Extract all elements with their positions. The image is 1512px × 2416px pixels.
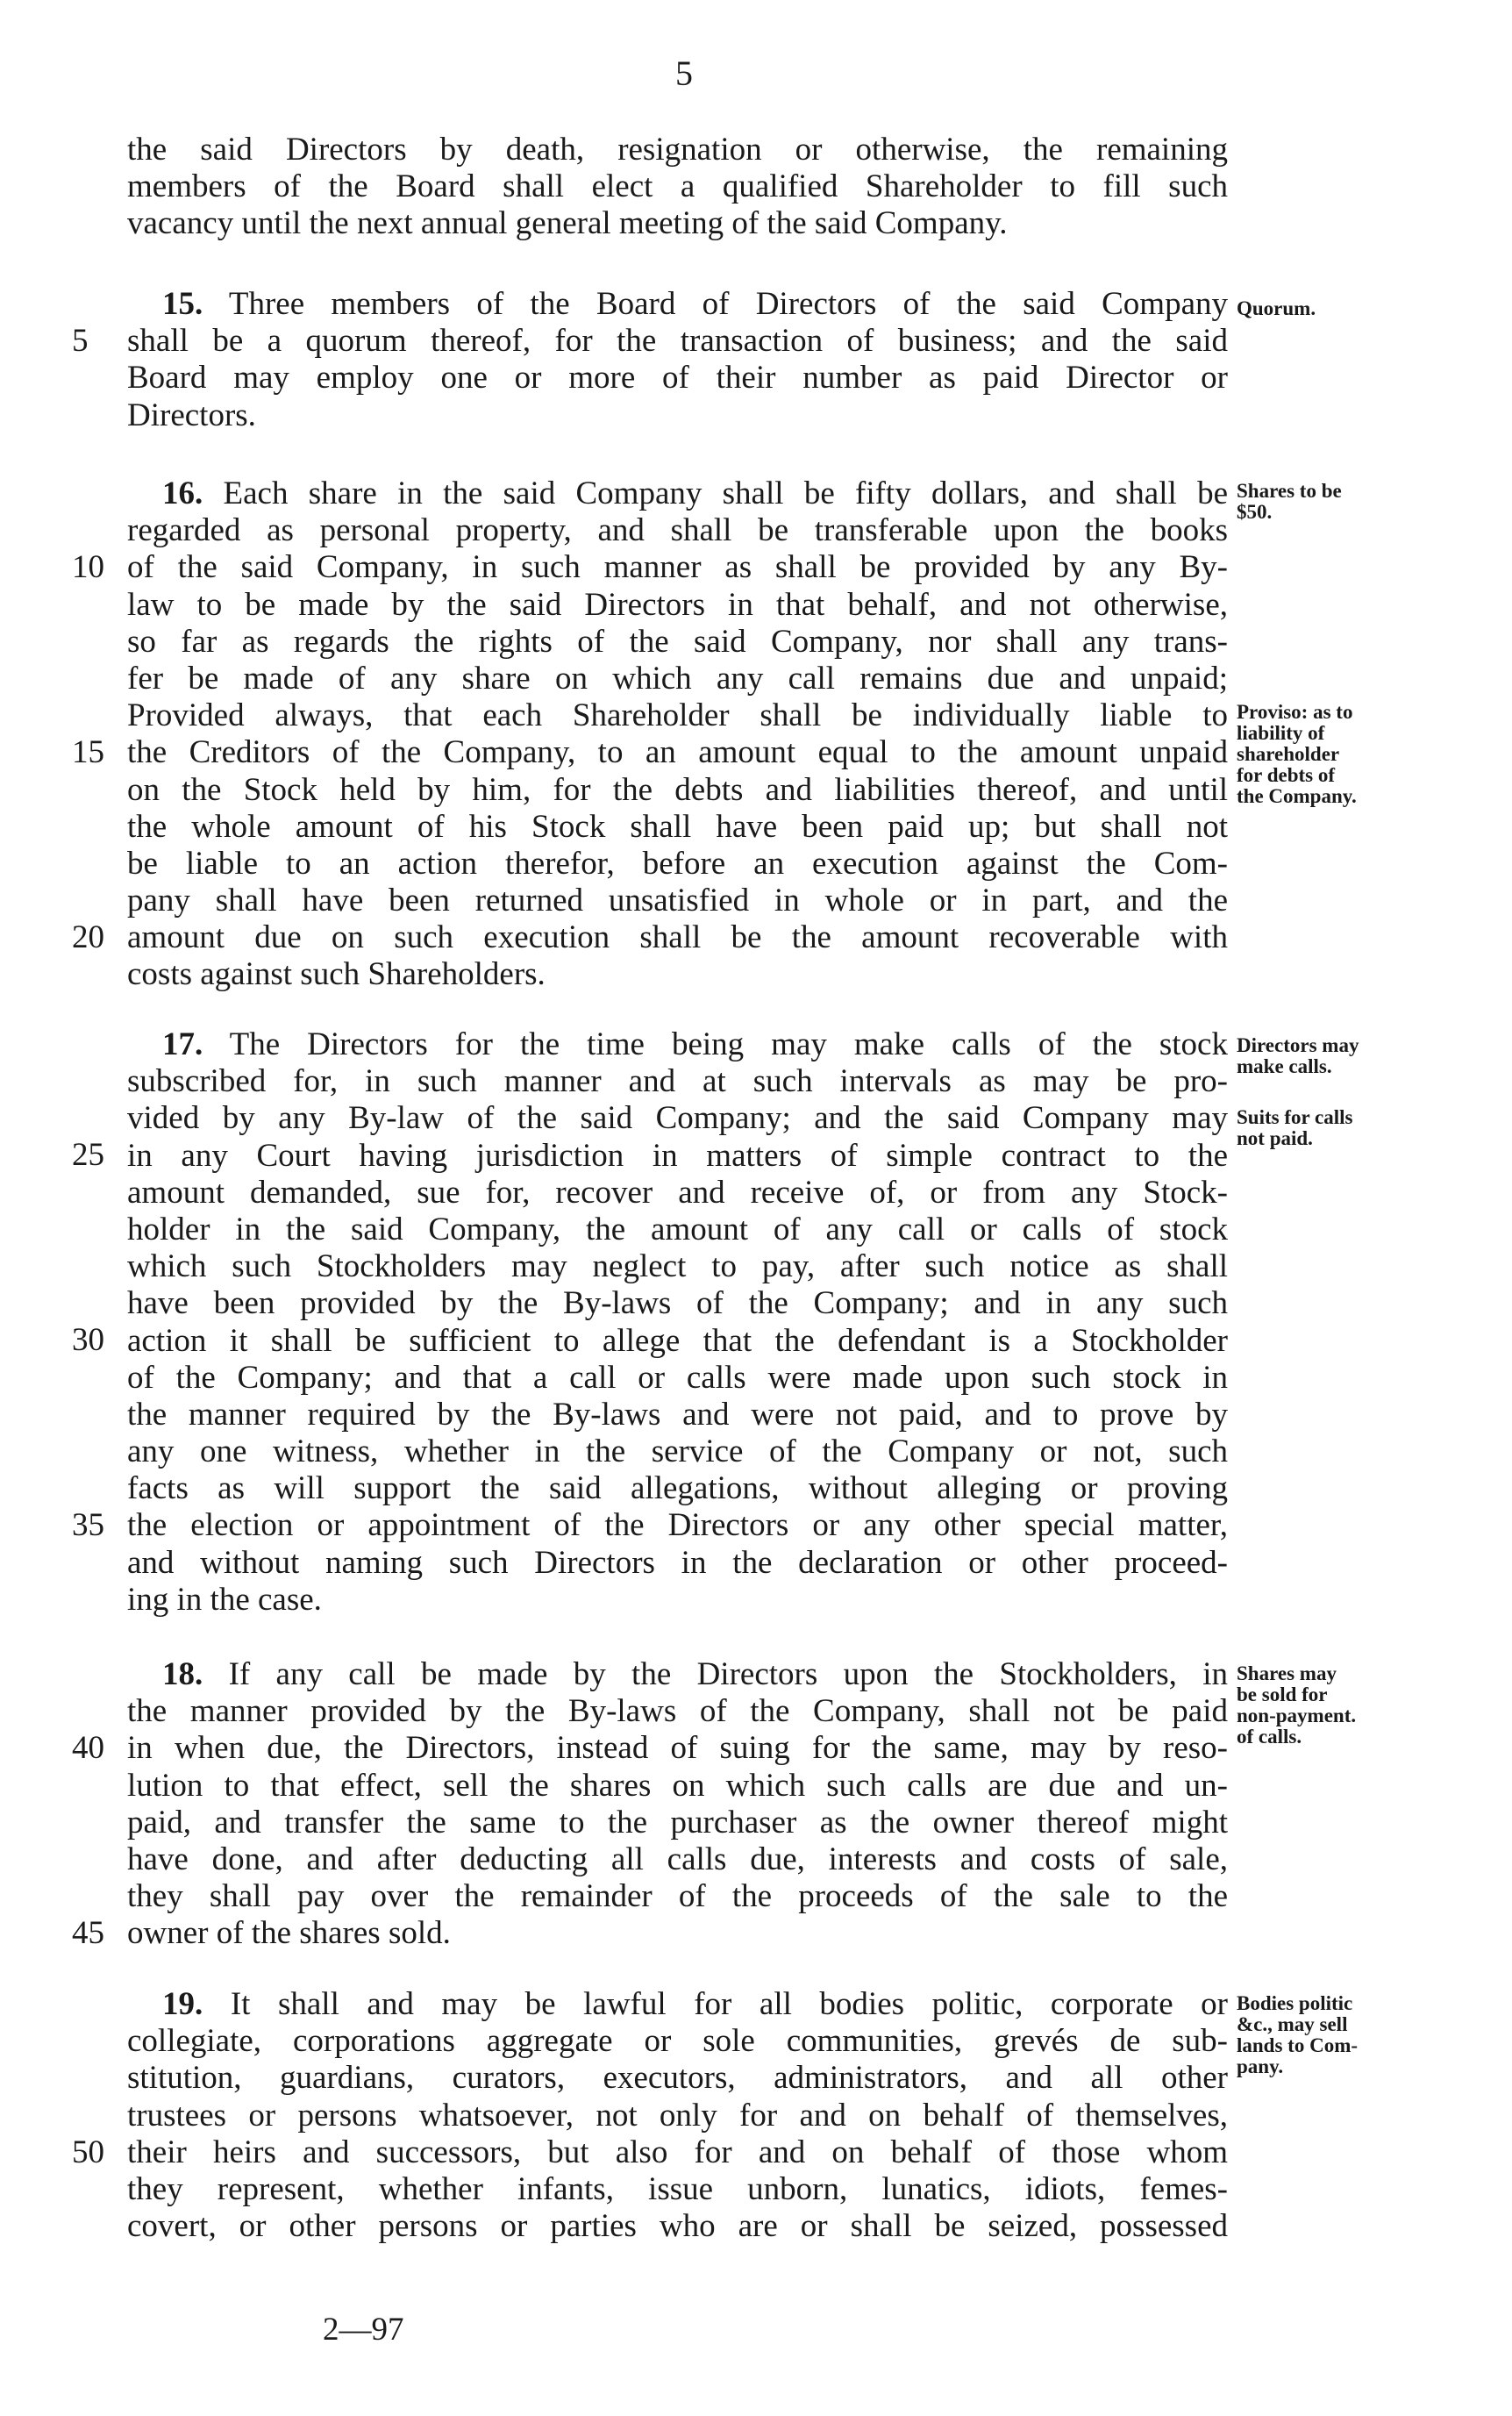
line-number: 40 — [72, 1730, 104, 1766]
text-line: Board may employ one or more of their number as paid Director or — [127, 360, 1228, 397]
margin-note-line: Bodies politic — [1237, 1992, 1353, 2014]
section-17 — [127, 1026, 1228, 1619]
margin-note-line: Shares to be — [1237, 480, 1342, 502]
text-line: owner of the shares sold. — [127, 1915, 451, 1952]
margin-note-line: non-payment. — [1237, 1705, 1357, 1726]
text-line: regarded as personal property, and shall be transferable upon the books — [127, 512, 1228, 549]
margin-note-line: for debts of — [1237, 764, 1336, 786]
paragraph-continuation — [127, 132, 1228, 243]
margin-note-line: Directors may — [1237, 1034, 1359, 1056]
text-line: amount due on such execution shall be the amount recoverable with — [127, 919, 1228, 956]
margin-note-bodies-politic — [1237, 1993, 1500, 2077]
text-line — [127, 475, 1228, 512]
margin-note-line: of calls. — [1237, 1726, 1302, 1748]
text-line: of the Company; and that a call or calls were made upon such stock in — [127, 1359, 1228, 1396]
text-line: and without naming such Directors in the declaration or other proceed- — [127, 1544, 1228, 1581]
page-number: 5 — [675, 54, 693, 93]
text-line: fer be made of any share on which any call remains due and unpaid; — [127, 660, 1228, 697]
margin-note-line: liability of — [1237, 722, 1325, 744]
text-line: members of the Board shall elect a qualified Shareholder to fill such — [127, 168, 1228, 205]
line-number: 10 — [72, 549, 104, 585]
margin-note-line: not paid. — [1237, 1127, 1313, 1149]
margin-note-line: shareholder — [1237, 743, 1340, 765]
signature-mark: 2—97 — [323, 2312, 404, 2348]
section-text: The Directors for the time being may make calls of the stock — [229, 1026, 1228, 1062]
text-line: have been provided by the By-laws of the Company; and in any such — [127, 1285, 1228, 1322]
margin-note-line: make calls. — [1237, 1055, 1332, 1077]
section-19 — [127, 1986, 1228, 2245]
margin-note-suits — [1237, 1107, 1500, 1149]
text-line: trustees or persons whatsoever, not only for and on behalf of themselves, — [127, 2097, 1228, 2134]
margin-note-line: the Company. — [1237, 785, 1357, 807]
text-line: so far as regards the rights of the said Company, nor shall any trans- — [127, 623, 1228, 660]
section-15 — [127, 286, 1228, 434]
line-number: 20 — [72, 919, 104, 955]
line-number: 35 — [72, 1507, 104, 1543]
text-line: be liable to an action therefor, before an execution against the Com- — [127, 845, 1228, 882]
text-line: shall be a quorum thereof, for the transaction of business; and the said — [127, 323, 1228, 360]
margin-note-shares-sold — [1237, 1663, 1500, 1748]
section-16 — [127, 475, 1228, 994]
section-number: 17. — [162, 1026, 203, 1062]
text-line: they shall pay over the remainder of the proceeds of the sale to the — [127, 1878, 1228, 1915]
text-line: the manner required by the By-laws and were not paid, and to prove by — [127, 1396, 1228, 1433]
line-number: 45 — [72, 1915, 104, 1951]
text-line: facts as will support the said allegations, without alleging or proving — [127, 1470, 1228, 1507]
margin-note-line: Shares may — [1237, 1662, 1337, 1684]
text-line: Provided always, that each Shareholder shall be individually liable to — [127, 697, 1228, 734]
margin-note-line: be sold for — [1237, 1683, 1328, 1705]
margin-note-line: Suits for calls — [1237, 1106, 1353, 1128]
text-line: which such Stockholders may neglect to pay, after such notice as shall — [127, 1248, 1228, 1285]
section-number: 16. — [162, 475, 203, 511]
text-line: the whole amount of his Stock shall have been paid up; but shall not — [127, 808, 1228, 845]
text-line: the said Directors by death, resignation or otherwise, the remaining — [127, 132, 1228, 168]
text-line: the Creditors of the Company, to an amount equal to the amount unpaid — [127, 734, 1228, 771]
text-line: vacancy until the next annual general meeting of the said Company. — [127, 205, 1008, 242]
text-line — [127, 286, 1228, 323]
section-18 — [127, 1656, 1228, 1953]
text-line — [127, 1026, 1228, 1063]
margin-note-calls — [1237, 1035, 1500, 1077]
margin-note-line: $50. — [1237, 501, 1273, 523]
text-line: any one witness, whether in the service of the Company or not, such — [127, 1433, 1228, 1470]
margin-note-proviso — [1237, 702, 1500, 807]
text-line: in when due, the Directors, instead of suing for the same, may by reso- — [127, 1730, 1228, 1767]
text-line — [127, 1986, 1228, 2023]
section-text: Each share in the said Company shall be fifty dollars, and shall be — [223, 475, 1228, 511]
text-line: collegiate, corporations aggregate or sole communities, grevés de sub- — [127, 2023, 1228, 2060]
margin-note-line: Quorum. — [1237, 297, 1316, 319]
text-line: on the Stock held by him, for the debts and liabilities thereof, and until — [127, 771, 1228, 808]
text-line: lution to that effect, sell the shares on which such calls are due and un- — [127, 1767, 1228, 1804]
text-line: pany shall have been returned unsatisfied in whole or in part, and the — [127, 883, 1228, 919]
line-number: 5 — [72, 323, 89, 359]
text-line: vided by any By-law of the said Company; and the said Company may — [127, 1100, 1228, 1137]
section-number: 18. — [162, 1656, 203, 1692]
margin-note-line: Proviso: as to — [1237, 701, 1353, 723]
text-line: Directors. — [127, 397, 256, 433]
text-line — [127, 1656, 1228, 1693]
text-line: of the said Company, in such manner as shall be provided by any By- — [127, 549, 1228, 586]
text-line: in any Court having jurisdiction in matters of simple contract to the — [127, 1137, 1228, 1174]
text-line: have done, and after deducting all calls due, interests and costs of sale, — [127, 1841, 1228, 1877]
text-line: costs against such Shareholders. — [127, 956, 546, 993]
text-line: holder in the said Company, the amount of any call or calls of stock — [127, 1211, 1228, 1247]
text-line: the manner provided by the By-laws of the Company, shall not be paid — [127, 1693, 1228, 1730]
text-line: their heirs and successors, but also for and on behalf of those whom — [127, 2134, 1228, 2170]
text-line: action it shall be sufficient to allege that the defendant is a Stockholder — [127, 1322, 1228, 1359]
section-text: Three members of the Board of Directors of the said Company — [228, 286, 1228, 322]
section-text: It shall and may be lawful for all bodies politic, corporate or — [230, 1986, 1228, 2022]
text-line: they represent, whether infants, issue unborn, lunatics, idiots, femes- — [127, 2170, 1228, 2207]
margin-note-line: &c., may sell — [1237, 2013, 1348, 2035]
text-line: the election or appointment of the Directors or any other special matter, — [127, 1507, 1228, 1544]
section-number: 15. — [162, 286, 203, 322]
line-number: 30 — [72, 1322, 104, 1358]
text-line: ing in the case. — [127, 1581, 322, 1618]
text-line: paid, and transfer the same to the purchaser as the owner thereof might — [127, 1804, 1228, 1841]
section-number: 19. — [162, 1986, 203, 2022]
margin-note-quorum — [1237, 298, 1500, 319]
margin-note-shares-value — [1237, 481, 1500, 523]
line-number: 25 — [72, 1137, 104, 1173]
text-line: amount demanded, sue for, recover and receive of, or from any Stock- — [127, 1174, 1228, 1211]
line-number: 50 — [72, 2134, 104, 2170]
text-line: covert, or other persons or parties who are or shall be seized, possessed — [127, 2208, 1228, 2245]
text-line: stitution, guardians, curators, executors, administrators, and all other — [127, 2060, 1228, 2097]
section-text: If any call be made by the Directors upon the Stockholders, in — [228, 1656, 1228, 1692]
text-line: law to be made by the said Directors in that behalf, and not otherwise, — [127, 586, 1228, 623]
line-number: 15 — [72, 734, 104, 770]
text-line: subscribed for, in such manner and at such intervals as may be pro- — [127, 1063, 1228, 1100]
margin-note-line: pany. — [1237, 2055, 1284, 2077]
margin-note-line: lands to Com- — [1237, 2034, 1359, 2056]
